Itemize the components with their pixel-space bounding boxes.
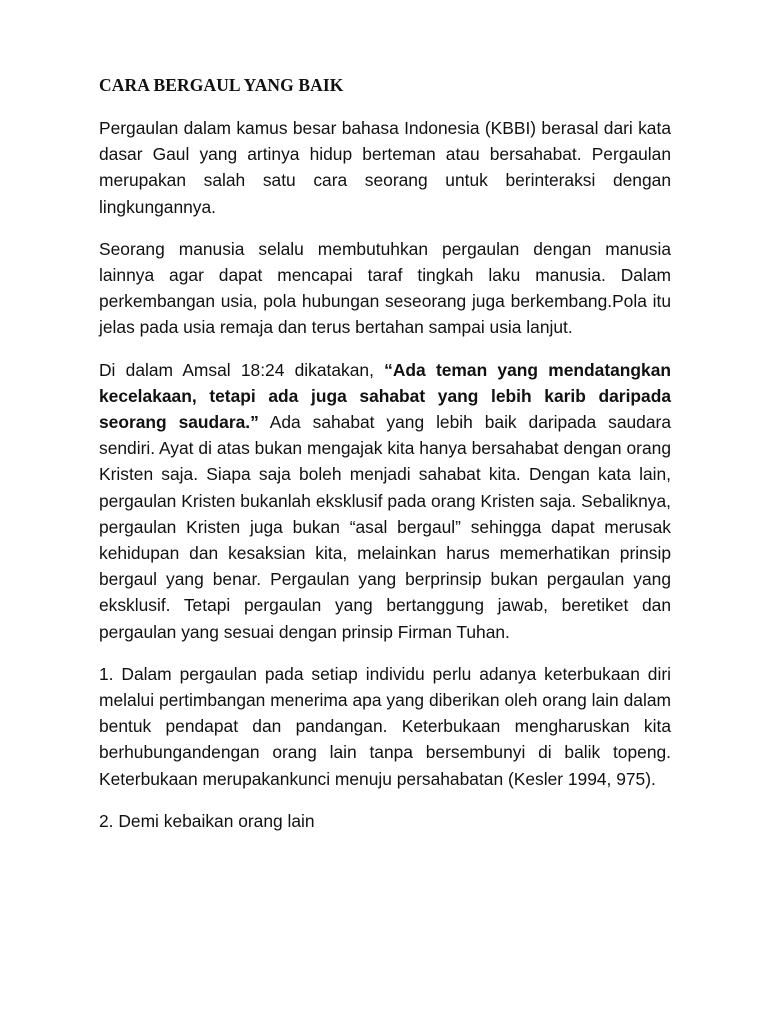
paragraph-point-1: 1. Dalam pergaulan pada setiap individu perlu adanya keterbukaan diri melalui pertimbangan menerima apa yang diberikan oleh orang lain dalam bentuk pendapat dan pandangan. Keterbukaan mengharuskan kita berhubungandengan orang lain tanpa bersembunyi di balik topeng. Keterbukaan merupakankunci menuju persahabatan (Kesler 1994, 975). — [99, 663, 671, 789]
amsal-quote: “Ada teman yang mendatangkan kecelakaan, tetapi ada juga sahabat yang lebih karib daripada seorang saudara.” — [99, 359, 671, 433]
paragraph-definition: Pergaulan dalam kamus besar bahasa Indonesia (KBBI) berasal dari kata dasar Gaul yang artinya hidup berteman atau bersahabat. Pergaulan merupakan salah satu cara seorang untuk berinteraksi dengan lingkungannya. — [99, 118, 671, 217]
document-page — [99, 72, 671, 850]
document-title: CARA BERGAUL YANG BAIK — [99, 75, 344, 95]
amsal-rest-text: Ada sahabat yang lebih baik daripada saudara sendiri. Ayat di atas bukan mengajak kita hanya bersahabat dengan orang Kristen saja. Siapa saja boleh menjadi sahabat kita. Dengan kata lain, pergaulan Kristen bukanlah eksklusif pada orang Kristen saja. Sebaliknya, pergaulan Kristen juga bukan “asal bergaul” sehingga dapat merusak kehidupan dan kesaksian kita, melainkan harus memerhatikan prinsip bergaul yang benar. Pergaulan yang berprinsip bukan pergaulan yang eksklusif. Tetapi pergaulan yang bertanggung jawab, beretiket dan pergaulan yang sesuai dengan prinsip Firman Tuhan. — [99, 412, 671, 642]
paragraph-amsal — [99, 357, 671, 645]
paragraph-human-need: Seorang manusia selalu membutuhkan pergaulan dengan manusia lainnya agar dapat mencapai taraf tingkah laku manusia. Dalam perkembangan usia, pola hubungan seseorang juga berkembang.Pola itu jelas pada usia remaja dan terus bertahan sampai usia lanjut. — [99, 238, 671, 338]
paragraph-point-2: 2. Demi kebaikan orang lain — [99, 810, 315, 831]
amsal-lead-text: Di dalam Amsal 18:24 dikatakan, — [99, 359, 385, 380]
